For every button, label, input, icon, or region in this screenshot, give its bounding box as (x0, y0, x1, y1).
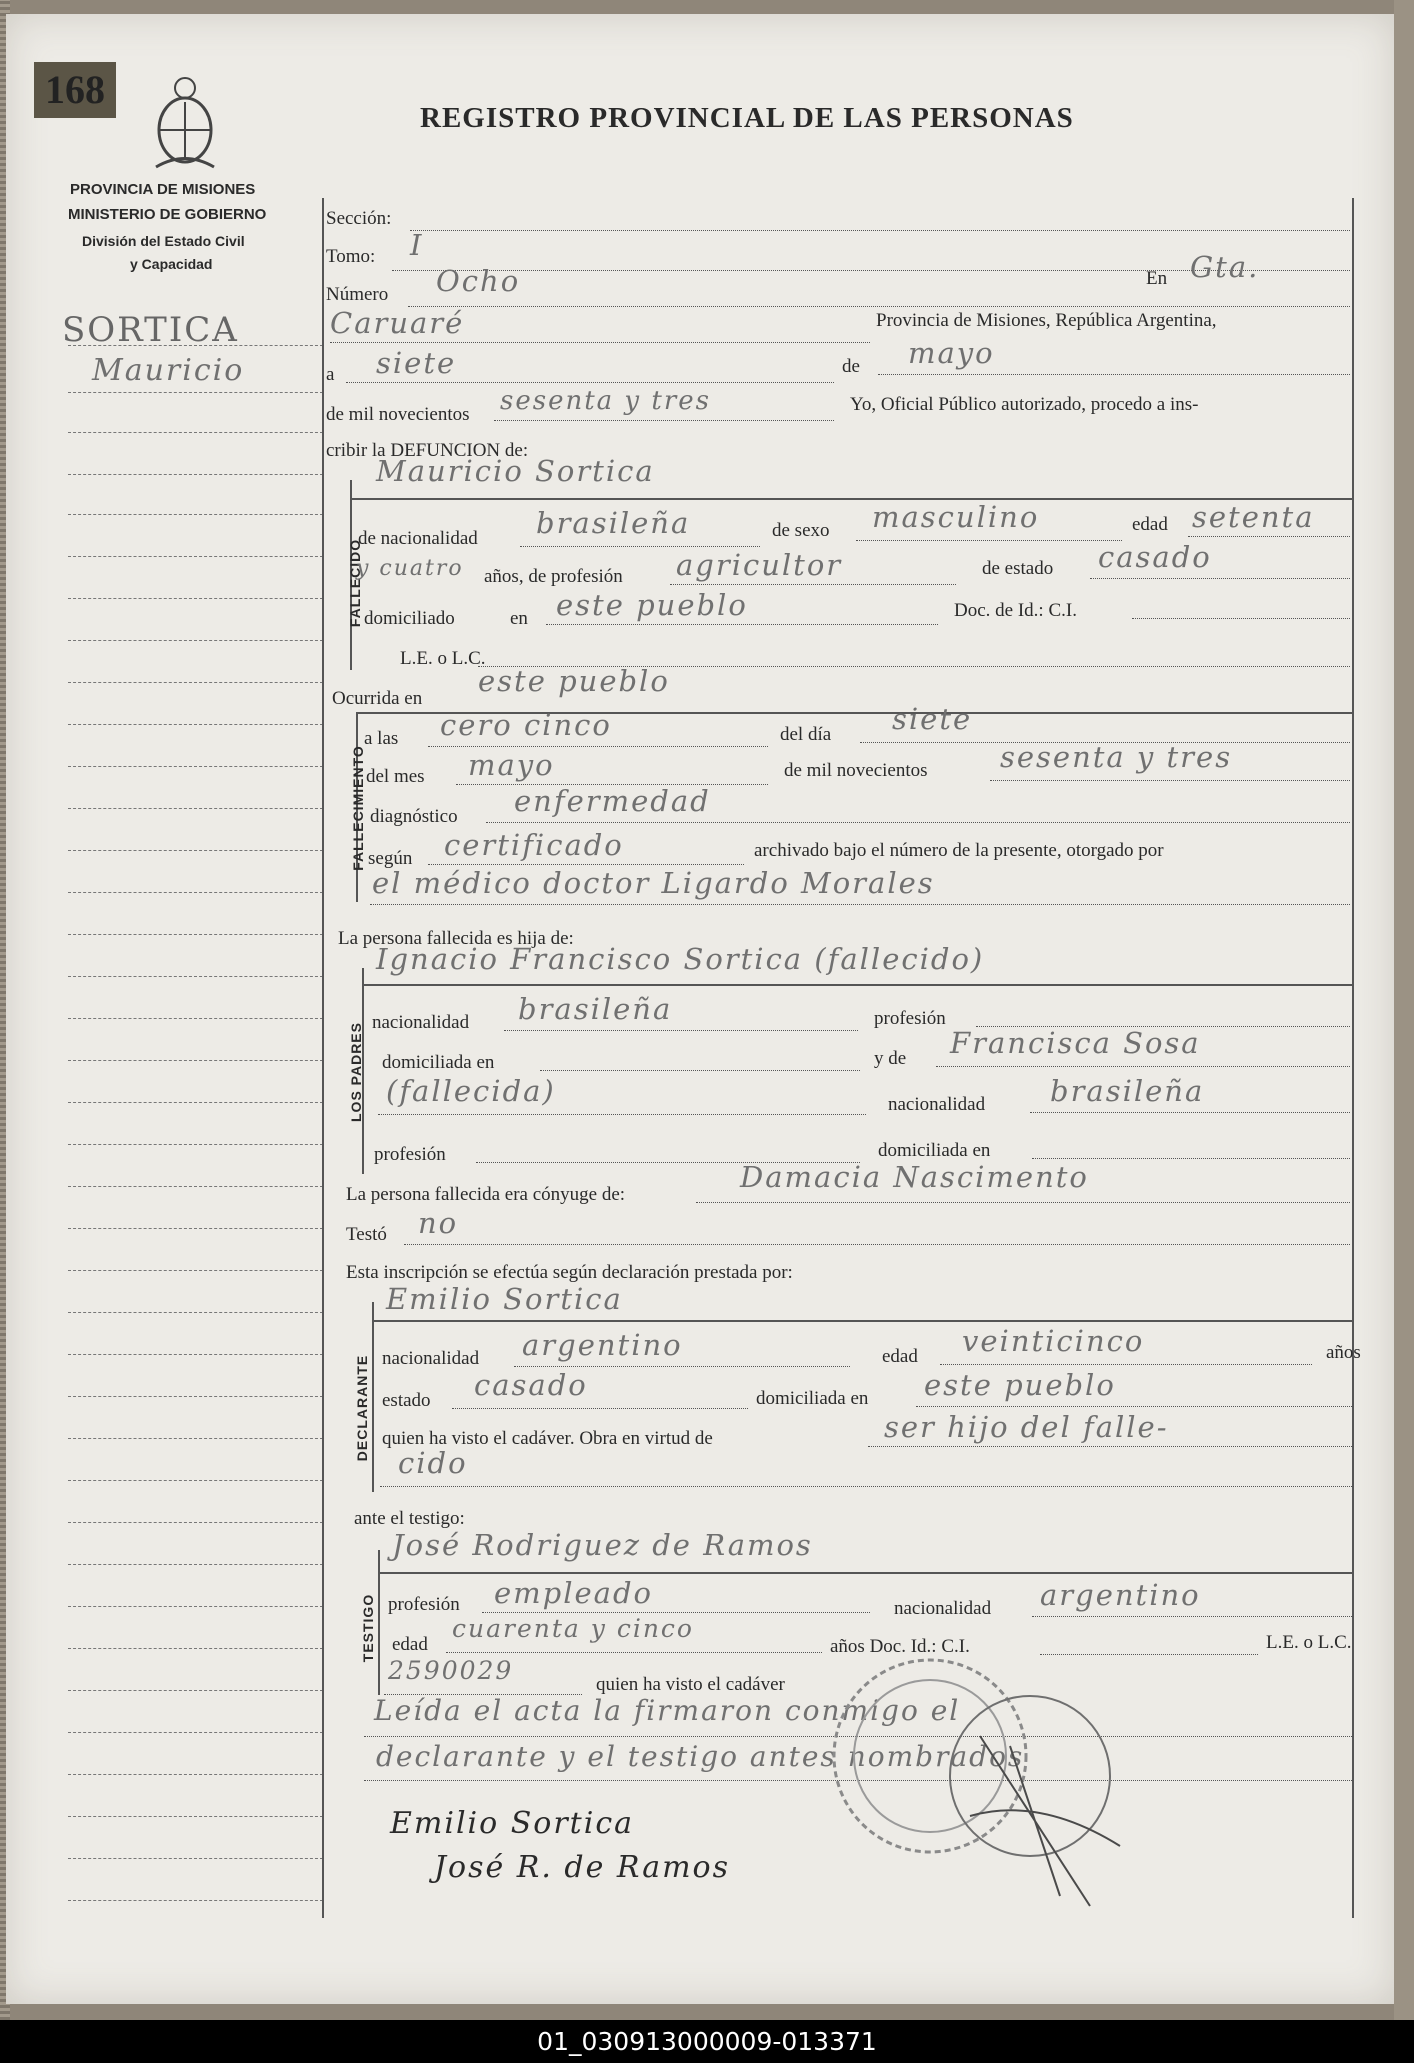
value-hora: cero cinco (440, 708, 612, 742)
value-cierre-1: Leída el acta la firmaron conmigo el (374, 1694, 961, 1727)
label-seccion: Sección: (326, 208, 392, 229)
value-segun: certificado (444, 828, 624, 862)
seal-line-1: PROVINCIA DE MISIONES (70, 181, 256, 198)
label-edad: edad (1132, 514, 1168, 535)
label-del-dia: del día (780, 724, 832, 745)
value-lugar: Caruaré (330, 306, 465, 340)
label-doc-id: Doc. de Id.: C.I. (954, 600, 1077, 621)
value-madre: Francisca Sosa (950, 1026, 1201, 1060)
label-y-de: y de (874, 1048, 907, 1069)
official-stamp-icon (820, 1646, 1150, 1946)
value-madre-estado: (fallecida) (386, 1074, 556, 1108)
value-decl-obra-1: ser hijo del falle- (884, 1410, 1169, 1444)
value-declarante: Emilio Sortica (386, 1282, 623, 1316)
label-nacionalidad-madre: nacionalidad (888, 1094, 986, 1115)
label-test-nacionalidad: nacionalidad (894, 1598, 992, 1619)
value-padre-nac: brasileña (518, 992, 673, 1026)
value-test-edad: cuarenta y cinco (452, 1614, 694, 1643)
label-decl-nacionalidad: nacionalidad (382, 1348, 480, 1369)
value-decl-obra-2: cido (398, 1446, 468, 1480)
label-en-domicilio: en (510, 608, 528, 629)
value-estado: casado (1098, 540, 1212, 574)
value-numero: Ocho (436, 264, 521, 298)
label-domiciliada-madre: domiciliada en (878, 1140, 991, 1161)
label-decl-edad: edad (882, 1346, 918, 1367)
label-segun: según (368, 848, 413, 869)
coat-of-arms-icon (140, 72, 230, 176)
margin-given-name: Mauricio (92, 353, 245, 388)
label-ocurrida: Ocurrida en (332, 688, 423, 709)
value-nacionalidad: brasileña (536, 506, 691, 540)
label-test-profesion: profesión (388, 1594, 460, 1615)
image-id-footer: 01_030913000009-013371 (0, 2020, 1414, 2063)
label-diagnostico: diagnóstico (370, 806, 458, 827)
value-diagnostico: enfermedad (514, 784, 711, 818)
value-testigo: José Rodriguez de Ramos (392, 1528, 813, 1562)
form-left-border (322, 198, 324, 1918)
value-nombre: Mauricio Sortica (376, 454, 655, 488)
form-right-border (1352, 198, 1354, 1918)
value-edad-2: y cuatro (356, 556, 464, 581)
value-test-nac: argentino (1040, 1578, 1201, 1612)
label-del-mes: del mes (366, 766, 425, 787)
label-archivado: archivado bajo el número de la presente, otorgado por (754, 840, 1164, 861)
label-de: de (842, 356, 860, 377)
value-testo: no (418, 1206, 459, 1240)
margin-surname: SORTICA (62, 310, 239, 350)
section-fallecimiento: FALLECIMIENTO (350, 745, 366, 871)
section-padres: LOS PADRES (348, 1022, 364, 1122)
label-nacionalidad-de: de nacionalidad (358, 528, 478, 549)
value-decl-nac: argentino (522, 1328, 683, 1362)
label-test-cadaver: quien ha visto el cadáver (596, 1674, 785, 1695)
label-nacionalidad-padre: nacionalidad (372, 1012, 470, 1033)
label-en: En (1146, 268, 1168, 289)
label-decl-cadaver: quien ha visto el cadáver. Obra en virtud de (382, 1428, 713, 1449)
declarante-bracket (372, 1302, 374, 1492)
value-domicilio: este pueblo (556, 588, 748, 622)
label-a: a (326, 364, 335, 385)
book-edge (1394, 0, 1414, 2020)
value-decl-estado: casado (474, 1368, 588, 1402)
label-profesion-madre: profesión (374, 1144, 446, 1165)
label-oficial: Yo, Oficial Público autorizado, procedo a ins- (850, 394, 1199, 415)
label-hija-de: La persona fallecida es hija de: (338, 928, 574, 949)
value-test-profesion: empleado (494, 1576, 653, 1610)
value-anio-fallec: sesenta y tres (1000, 740, 1233, 774)
value-sexo: masculino (872, 500, 1040, 534)
section-fallecido: FALLECIDO (347, 538, 363, 628)
label-de-mil: de mil novecientos (326, 404, 470, 425)
value-anio: sesenta y tres (500, 386, 711, 416)
label-profesion-padre: profesión (874, 1008, 946, 1029)
label-inscripcion: Esta inscripción se efectúa según declaración prestada por: (346, 1262, 793, 1283)
value-dia: siete (376, 346, 457, 380)
value-test-ci: 2590029 (388, 1656, 514, 1685)
label-conyuge: La persona fallecida era cónyuge de: (346, 1184, 626, 1205)
label-le-lc: L.E. o L.C. (400, 648, 486, 669)
seal-line-2: MINISTERIO DE GOBIERNO (68, 206, 267, 223)
folio-number: 168 (34, 62, 116, 118)
label-test-le-lc: L.E. o L.C. (1266, 1632, 1352, 1653)
signature-testigo: José R. de Ramos (434, 1850, 730, 1885)
label-a-las: a las (364, 728, 399, 749)
label-cribir: cribir la DEFUNCION de: (326, 440, 529, 461)
value-decl-edad: veinticinco (962, 1324, 1145, 1358)
label-domiciliada-padre: domiciliada en (382, 1052, 495, 1073)
label-ante-testigo: ante el testigo: (354, 1508, 465, 1529)
value-medico: el médico doctor Ligardo Morales (372, 866, 935, 900)
label-numero: Número (326, 284, 389, 305)
value-padre: Ignacio Francisco Sortica (fallecido) (376, 942, 985, 976)
label-decl-estado: estado (382, 1390, 431, 1411)
value-mes: mayo (908, 336, 995, 370)
signature-declarante: Emilio Sortica (390, 1806, 635, 1841)
value-tomo: I (410, 228, 424, 262)
value-decl-domicilio: este pueblo (924, 1368, 1116, 1402)
value-profesion: agricultor (676, 548, 843, 582)
label-decl-domiciliada: domiciliada en (756, 1388, 869, 1409)
value-conyuge: Damacia Nascimento (740, 1160, 1089, 1194)
label-sexo: de sexo (772, 520, 830, 541)
label-domiciliado: domiciliado (364, 608, 455, 629)
label-test-doc: años Doc. Id.: C.I. (830, 1636, 970, 1657)
section-testigo: TESTIGO (360, 1593, 376, 1663)
label-decl-anos: años (1326, 1342, 1361, 1363)
label-de-mil-nov: de mil novecientos (784, 760, 928, 781)
value-cierre-2: declarante y el testigo antes nombrados (376, 1740, 1025, 1773)
label-anos-profesion: años, de profesión (484, 566, 623, 587)
value-dia-fallec: siete (892, 702, 973, 736)
value-en: Gta. (1190, 250, 1260, 284)
label-provincia: Provincia de Misiones, República Argentina, (876, 310, 1217, 331)
label-tomo: Tomo: (326, 246, 376, 267)
page-title: REGISTRO PROVINCIAL DE LAS PERSONAS (420, 102, 1074, 134)
section-declarante: DECLARANTE (354, 1354, 370, 1462)
seal-line-4: y Capacidad (130, 256, 213, 272)
value-ocurrida: este pueblo (478, 664, 670, 698)
value-madre-nac: brasileña (1050, 1074, 1205, 1108)
label-test-edad: edad (392, 1634, 428, 1655)
value-mes-fallec: mayo (468, 748, 555, 782)
value-edad-1: setenta (1192, 500, 1315, 534)
label-estado-de: de estado (982, 558, 1054, 579)
label-testo: Testó (346, 1224, 387, 1245)
testigo-bracket (378, 1550, 380, 1695)
seal-line-3: División del Estado Civil (82, 233, 245, 249)
